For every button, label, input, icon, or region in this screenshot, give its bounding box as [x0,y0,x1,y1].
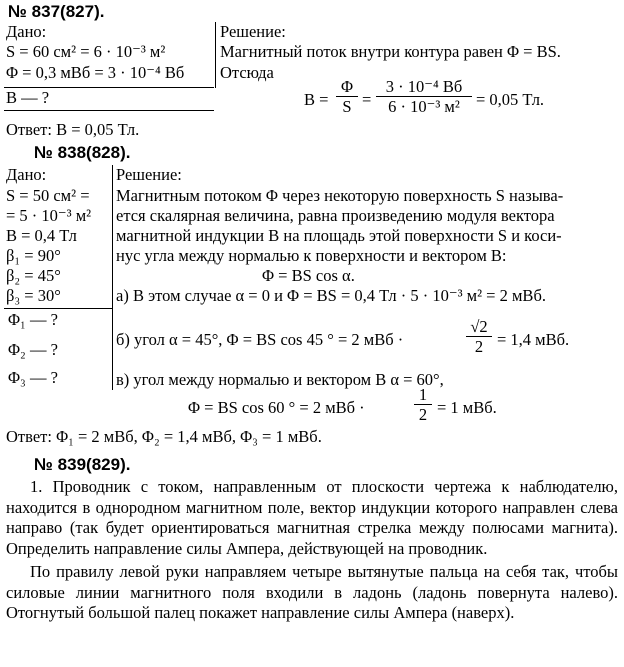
p838-case-b-denominator: 2 [474,337,484,356]
p838-text-line1: Магнитным потоком Φ через некоторую поверхность S называ- [116,186,564,205]
p839-paragraph-2: По правилу левой руки направляем четыре вытянутые пальца на себя так, чтобы силовые линии магнитного поля входили в ладонь (ладонь повернута налево). Отогнутый большой палец покажет направление силы Ампера (наверх). [6,562,618,622]
p837-find-divider [4,110,214,111]
p838-case-c-fraction [414,386,432,425]
p837-answer: Ответ: B = 0,05 Тл. [6,120,140,139]
p837-formula-eq: = [362,90,372,109]
p838-case-b-fraction [466,318,492,357]
p838-given-beta3: β₃ = 30° [6,286,61,305]
p839-paragraph-1: 1. Проводник с током, направленным от плоскости чертежа к наблюдателю, находится в однородном магнитном поле, вектор индукции которого направлен слева направо (так будет ориентироваться магнитная стрелка между полюсами магнита). Определить направление силы Ампера, действующей на проводник. [6,477,618,558]
p838-text-line4: нус угла между нормалью к поверхности и вектором B: [116,246,507,265]
p837-separator [215,22,216,88]
p838-text-line3: магнитной индукции B на площадь этой поверхности S и коси- [116,226,562,245]
p838-given-area: S = 50 см² = [6,186,90,205]
p838-case-c: в) угол между нормалью и вектором B α = 60°, [116,370,444,389]
p837-given-flux: Φ = 0,3 мВб = 3 · 10⁻⁴ Вб [6,63,185,82]
p837-frac2-denominator: 6 · 10⁻³ м² [388,97,460,116]
p838-given-area-si: = 5 · 10⁻³ м² [6,206,92,225]
p838-given-induction: B = 0,4 Тл [6,226,77,245]
p837-fraction-phi-s [336,78,358,117]
p838-case-b-right: = 1,4 мВб. [497,330,570,349]
p837-frac1-numerator: Φ [336,78,358,97]
p837-solution-line2: Отсюда [220,63,274,82]
p838-given-label: Дано: [6,165,47,184]
p838-find-phi3: Φ₃ — ? [8,368,58,387]
p838-text-line2: ется скалярная величина, равна произведению модуля вектора [116,206,555,225]
p839-body [6,477,618,624]
p838-case-a: а) В этом случае α = 0 и Φ = BS = 0,4 Тл · 5 · 10⁻³ м² = 2 мВб. [116,286,546,305]
p837-formula-left: B = [304,90,329,109]
p838-case-b-left: б) угол α = 45°, Φ = BS cos 45 ° = 2 мВб · [116,330,404,349]
p838-case-c-left: Φ = BS cos 60 ° = 2 мВб · [188,398,365,417]
problem-837-title: № 837(827). [8,2,105,21]
p837-find: B — ? [6,88,50,107]
p838-find-phi1: Φ₁ — ? [8,310,58,329]
p838-main-formula: Φ = BS cos α. [262,266,355,285]
p837-solution-line1: Магнитный поток внутри контура равен Φ = BS. [220,42,561,61]
p837-given-area: S = 60 см² = 6 · 10⁻³ м² [6,42,166,61]
p838-case-c-right: = 1 мВб. [437,398,497,417]
problem-839-title: № 839(829). [34,455,131,474]
p838-case-c-denominator: 2 [418,405,428,424]
p837-fraction-values [376,78,472,117]
p838-given-beta2: β₂ = 45° [6,266,61,285]
p838-solution-label: Решение: [116,165,182,184]
p838-case-b-numerator: √2 [466,318,492,337]
p837-frac1-denominator: S [342,97,352,116]
p838-find-phi2: Φ₂ — ? [8,340,58,359]
p838-given-beta1: β₁ = 90° [6,246,61,265]
p838-answer: Ответ: Φ₁ = 2 мВб, Φ₂ = 1,4 мВб, Φ₃ = 1 мВб. [6,427,322,446]
problem-838-title: № 838(828). [34,143,131,162]
p837-solution-label: Решение: [220,22,286,41]
p838-separator [112,165,113,390]
p837-frac2-numerator: 3 · 10⁻⁴ Вб [376,78,472,97]
p837-formula-right: = 0,05 Тл. [476,90,545,109]
p838-case-c-numerator: 1 [414,386,432,405]
p837-given-label: Дано: [6,22,47,41]
